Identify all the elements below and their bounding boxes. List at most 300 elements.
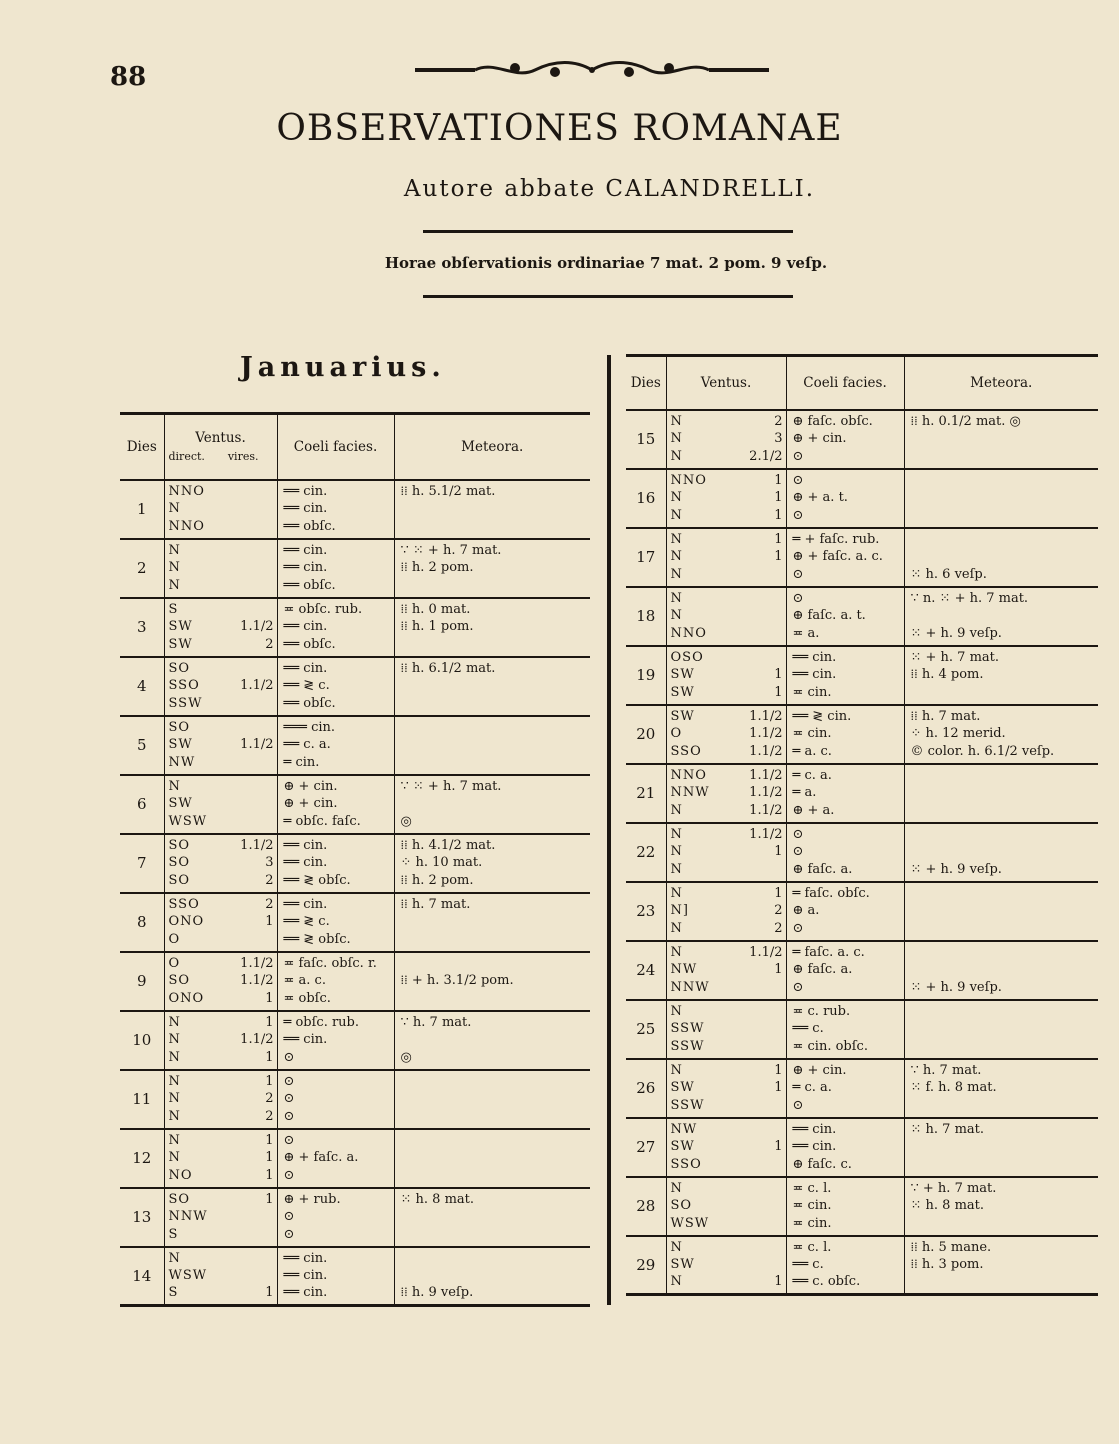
wind-direction: N xyxy=(670,1181,683,1197)
sky-line: ≖ cin. obſc. xyxy=(792,1038,868,1054)
sky-cell xyxy=(277,893,394,952)
wind-force: 1 xyxy=(265,914,274,930)
wind-force xyxy=(239,778,277,795)
wind-direction: N xyxy=(168,577,181,593)
wind-cell xyxy=(164,716,277,775)
header-vires: vires. xyxy=(227,450,259,464)
wind-line xyxy=(667,843,786,860)
sky-cell xyxy=(786,587,904,646)
meteora-line xyxy=(905,1273,1099,1290)
wind-line xyxy=(667,531,786,548)
wind-line xyxy=(667,607,786,624)
wind-force xyxy=(239,660,277,677)
sky-line: ⊙ xyxy=(792,920,804,936)
wind-force: 1 xyxy=(774,1080,783,1096)
wind-force xyxy=(741,590,786,607)
sky-line: ≖ a. c. xyxy=(283,973,326,989)
observations-table-left xyxy=(120,412,590,1307)
wind-force: 1 xyxy=(774,532,783,548)
sky-line: ═ c. a. xyxy=(792,768,832,784)
wind-force: 1.1/2 xyxy=(240,737,274,753)
wind-line xyxy=(667,1197,786,1214)
wind-line xyxy=(667,1038,786,1055)
sky-line: ⊕ + cin. xyxy=(283,796,338,812)
day-number: 16 xyxy=(636,489,656,507)
meteora-line xyxy=(905,507,1099,524)
sky-cell xyxy=(277,716,394,775)
wind-force: 1.1/2 xyxy=(240,678,274,694)
wind-line xyxy=(667,666,786,683)
wind-line xyxy=(667,979,786,996)
wind-cell xyxy=(164,1129,277,1188)
day-row xyxy=(120,1129,590,1188)
meteora-line: ⁙ + h. 9 veſp. xyxy=(910,861,1002,877)
wind-line xyxy=(667,413,786,430)
sky-line: ≖ obſc. xyxy=(283,990,331,1006)
wind-force xyxy=(741,1038,786,1055)
meteora-line: ⁞⁞ h. 4 pom. xyxy=(910,667,984,683)
wind-force: 1 xyxy=(265,1049,274,1065)
wind-force: 2 xyxy=(265,1108,274,1124)
wind-line xyxy=(667,472,786,489)
wind-force: 2 xyxy=(774,920,783,936)
meteora-line xyxy=(905,1138,1099,1155)
wind-direction: N xyxy=(670,591,683,607)
sky-line: ══ cin. xyxy=(283,1285,328,1301)
wind-line xyxy=(165,896,277,913)
wind-line xyxy=(165,1049,277,1066)
sky-line: ≖ c. l. xyxy=(792,1181,832,1197)
wind-cell xyxy=(666,587,786,646)
wind-line xyxy=(165,483,277,500)
sky-line: ══ cin. xyxy=(283,1250,328,1266)
sky-line: ⊕ + faſc. a. xyxy=(283,1150,359,1166)
wind-line xyxy=(165,1250,277,1267)
sky-line: ⊙ xyxy=(283,1108,295,1124)
wind-cell xyxy=(666,823,786,882)
wind-direction: NW xyxy=(168,754,196,770)
wind-force: 1 xyxy=(774,473,783,489)
meteora-cell xyxy=(904,1118,1098,1177)
page-title: OBSERVATIONES ROMANAE xyxy=(276,108,843,149)
meteora-line xyxy=(395,1090,591,1107)
wind-line xyxy=(667,725,786,742)
sky-line: ══ c. a. xyxy=(283,737,331,753)
wind-force: 1.1/2 xyxy=(240,619,274,635)
wind-line xyxy=(667,1215,786,1232)
sky-line: ⊙ xyxy=(792,827,804,843)
sky-line: ═ c. a. xyxy=(792,1080,832,1096)
day-number: 19 xyxy=(636,666,656,684)
wind-force: 1 xyxy=(265,1192,274,1208)
sky-line: ══ obſc. xyxy=(283,636,336,652)
wind-cell xyxy=(164,539,277,598)
day-number: 5 xyxy=(136,736,147,754)
sky-line: ══ cin. xyxy=(283,560,328,576)
sky-line: ══ c. xyxy=(792,1021,824,1037)
wind-direction: SW xyxy=(670,684,695,700)
meteora-line xyxy=(395,518,591,535)
meteora-line: ∵ ⁙ + h. 7 mat. xyxy=(400,779,502,795)
wind-force xyxy=(239,483,277,500)
wind-direction: SW xyxy=(168,737,193,753)
wind-line xyxy=(165,931,277,948)
wind-direction: N xyxy=(670,945,683,961)
day-number: 12 xyxy=(132,1149,152,1167)
day-row xyxy=(626,1118,1098,1177)
wind-force xyxy=(741,1256,786,1273)
wind-line xyxy=(165,1014,277,1031)
day-row xyxy=(120,1188,590,1247)
meteora-line: ∵ ⁙ + h. 7 mat. xyxy=(400,543,502,559)
wind-line xyxy=(165,677,277,694)
day-number: 25 xyxy=(636,1020,656,1038)
sky-line: ══ cin. xyxy=(283,1268,328,1284)
meteora-line xyxy=(905,902,1099,919)
sky-line: ══ cin. xyxy=(283,855,328,871)
header-dies: Dies xyxy=(126,438,157,455)
wind-line xyxy=(667,743,786,760)
sky-line: ⊙ xyxy=(792,1097,804,1113)
wind-line xyxy=(165,1108,277,1125)
day-row xyxy=(120,657,590,716)
wind-direction: SSW xyxy=(670,1097,705,1113)
sky-line: ⊕ faſc. obſc. xyxy=(792,414,873,430)
wind-direction: N xyxy=(168,543,181,559)
wind-line xyxy=(667,1239,786,1256)
wind-force: 1 xyxy=(265,1285,274,1301)
wind-line xyxy=(667,1138,786,1155)
meteora-cell xyxy=(904,1059,1098,1118)
wind-direction: SW xyxy=(670,1080,695,1096)
wind-line xyxy=(667,767,786,784)
day-row xyxy=(626,469,1098,528)
sky-line: ══ cin. xyxy=(283,543,328,559)
meteora-line xyxy=(905,430,1099,447)
wind-force xyxy=(741,1215,786,1232)
wind-cell xyxy=(666,410,786,469)
wind-direction: SO xyxy=(670,1198,693,1214)
sky-line: ══ c. obſc. xyxy=(792,1274,861,1290)
wind-line xyxy=(667,944,786,961)
wind-force xyxy=(741,566,786,583)
wind-direction: SW xyxy=(168,636,193,652)
wind-line xyxy=(667,784,786,801)
day-number: 9 xyxy=(136,972,147,990)
header-meteora: Meteora. xyxy=(970,374,1033,391)
meteora-line xyxy=(395,736,591,753)
table-body-left xyxy=(120,480,590,1306)
title-rule-top xyxy=(423,230,793,233)
wind-direction: ONO xyxy=(168,914,205,930)
wind-direction: N xyxy=(670,608,683,624)
header-ventus xyxy=(164,414,277,480)
wind-line xyxy=(165,518,277,535)
wind-force: 3 xyxy=(265,855,274,871)
wind-line xyxy=(165,1226,277,1243)
day-number: 6 xyxy=(136,795,147,813)
wind-line xyxy=(667,448,786,465)
wind-line xyxy=(165,1167,277,1184)
sky-line: ≖ faſc. obſc. r. xyxy=(283,956,377,972)
sky-cell xyxy=(277,775,394,834)
wind-force xyxy=(741,1180,786,1197)
wind-force: 1 xyxy=(774,1139,783,1155)
sky-line: ══ ≷ obſc. xyxy=(283,872,351,888)
month-heading: Januarius. xyxy=(240,352,446,383)
sky-line: ≖ c. l. xyxy=(792,1239,832,1255)
day-row xyxy=(120,539,590,598)
wind-line xyxy=(165,837,277,854)
wind-line xyxy=(165,736,277,753)
meteora-line: ⁞⁞ h. 9 veſp. xyxy=(400,1285,474,1301)
wind-direction: N xyxy=(168,1091,181,1107)
wind-cell xyxy=(666,1000,786,1059)
meteora-line: ⁙ h. 7 mat. xyxy=(910,1122,984,1138)
wind-force: 1 xyxy=(265,1074,274,1090)
day-row xyxy=(626,646,1098,705)
wind-cell xyxy=(164,893,277,952)
wind-force: 2 xyxy=(265,872,274,888)
sky-line: ══ obſc. xyxy=(283,518,336,534)
wind-line xyxy=(667,590,786,607)
sky-cell xyxy=(786,941,904,1000)
wind-cell xyxy=(666,646,786,705)
meteora-line xyxy=(905,1003,1099,1020)
wind-force: 1.1/2 xyxy=(749,802,783,818)
meteora-line xyxy=(905,944,1099,961)
wind-cell xyxy=(164,1247,277,1306)
meteora-line xyxy=(905,489,1099,506)
wind-direction: SW xyxy=(670,1139,695,1155)
sky-line: ⊕ + faſc. a. c. xyxy=(792,549,883,565)
wind-direction: NNW xyxy=(670,979,710,995)
day-row xyxy=(626,941,1098,1000)
meteora-cell xyxy=(394,893,590,952)
meteora-line xyxy=(395,1132,591,1149)
sky-line: ⊕ + cin. xyxy=(792,431,847,447)
wind-direction: WSW xyxy=(670,1215,710,1231)
wind-direction: NNO xyxy=(168,518,205,534)
wind-direction: N xyxy=(168,501,181,517)
wind-force xyxy=(741,607,786,624)
meteora-line xyxy=(905,885,1099,902)
wind-force xyxy=(741,1003,786,1020)
wind-direction: SW xyxy=(168,619,193,635)
day-row xyxy=(626,705,1098,764)
wind-line xyxy=(667,961,786,978)
meteora-line: ⁞⁞ h. 6.1/2 mat. xyxy=(400,661,496,677)
sky-line: ══ ≷ cin. xyxy=(792,709,852,725)
meteora-line xyxy=(395,1167,591,1184)
meteora-cell xyxy=(394,657,590,716)
wind-line xyxy=(165,719,277,736)
wind-direction: SW xyxy=(670,1257,695,1273)
wind-direction: N xyxy=(168,1015,181,1031)
wind-force: 1 xyxy=(265,1150,274,1166)
meteora-line xyxy=(905,472,1099,489)
sky-line: ══ cin. xyxy=(283,501,328,517)
meteora-line: ⁞⁞ h. 4.1/2 mat. xyxy=(400,838,496,854)
wind-direction: N xyxy=(670,566,683,582)
wind-direction: N xyxy=(670,490,683,506)
wind-direction: N xyxy=(168,1150,181,1166)
wind-line xyxy=(667,566,786,583)
sky-line: ══ cin. xyxy=(283,1032,328,1048)
sky-cell xyxy=(786,1236,904,1295)
wind-force: 1.1/2 xyxy=(240,956,274,972)
wind-direction: SW xyxy=(670,667,695,683)
sky-line: ══ obſc. xyxy=(283,577,336,593)
wind-force xyxy=(239,1226,277,1243)
day-row xyxy=(120,598,590,657)
meteora-line: ⁞⁞ h. 0 mat. xyxy=(400,602,471,618)
meteora-line xyxy=(395,677,591,694)
meteora-cell xyxy=(904,705,1098,764)
wind-force: 1 xyxy=(774,1063,783,1079)
wind-direction: SSW xyxy=(168,695,203,711)
wind-line xyxy=(165,972,277,989)
meteora-cell xyxy=(904,1236,1098,1295)
wind-force xyxy=(239,559,277,576)
wind-direction: NNW xyxy=(670,785,710,801)
sky-line: ⊕ + a. xyxy=(792,802,835,818)
meteora-line: ⁞⁞ h. 2 pom. xyxy=(400,560,474,576)
meteora-line xyxy=(905,1156,1099,1173)
wind-direction: SSO xyxy=(168,678,200,694)
meteora-line xyxy=(395,1250,591,1267)
wind-force: 1 xyxy=(774,844,783,860)
meteora-cell xyxy=(394,775,590,834)
wind-force xyxy=(239,719,277,736)
meteora-cell xyxy=(904,1000,1098,1059)
wind-force xyxy=(741,1156,786,1173)
wind-direction: N xyxy=(670,414,683,430)
wind-direction: N xyxy=(670,844,683,860)
wind-direction: N xyxy=(168,1032,181,1048)
day-number: 4 xyxy=(136,677,147,695)
wind-force xyxy=(239,813,277,830)
meteora-cell xyxy=(904,764,1098,823)
sky-line: ══ c. xyxy=(792,1257,824,1273)
wind-direction: SSO xyxy=(168,897,200,913)
meteora-line xyxy=(905,548,1099,565)
meteora-line: ⁘ h. 12 merid. xyxy=(910,726,1006,742)
wind-cell xyxy=(164,1011,277,1070)
wind-direction: OSO xyxy=(670,650,704,666)
sky-line: ⊙ xyxy=(792,473,804,489)
meteora-line: ⁞⁞ h. 3 pom. xyxy=(910,1257,984,1273)
wind-force xyxy=(239,1208,277,1225)
wind-cell xyxy=(666,1236,786,1295)
sky-line: ══ cin. xyxy=(283,619,328,635)
meteora-line xyxy=(905,767,1099,784)
sky-line: ═ obſc. rub. xyxy=(283,1015,360,1031)
wind-force: 1 xyxy=(774,684,783,700)
sky-line: ═ + faſc. rub. xyxy=(792,532,880,548)
sky-line: ═ obſc. faſc. xyxy=(283,813,361,829)
wind-direction: SSW xyxy=(670,1038,705,1054)
table-header-row xyxy=(626,356,1098,410)
meteora-line: ⁞⁞ h. 5.1/2 mat. xyxy=(400,484,496,500)
wind-force xyxy=(741,1197,786,1214)
day-number: 17 xyxy=(636,548,656,566)
meteora-line xyxy=(395,500,591,517)
meteora-line xyxy=(905,1215,1099,1232)
meteora-cell xyxy=(394,1247,590,1306)
wind-line xyxy=(667,684,786,701)
wind-force: 1 xyxy=(774,667,783,683)
observation-hours-note: Horae obſervationis ordinariae 7 mat. 2 pom. 9 veſp. xyxy=(384,254,828,272)
sky-line: ═ a. xyxy=(792,785,817,801)
meteora-line xyxy=(905,607,1099,624)
sky-line: ══ cin. xyxy=(283,484,328,500)
meteora-line: ∵ h. 7 mat. xyxy=(910,1063,982,1079)
day-number: 28 xyxy=(636,1197,656,1215)
sky-line: ═══ cin. xyxy=(283,720,336,736)
meteora-cell xyxy=(394,1070,590,1129)
day-row xyxy=(626,1059,1098,1118)
meteora-line: ⁞⁞ h. 7 mat. xyxy=(400,897,471,913)
sky-line: ═ cin. xyxy=(283,754,320,770)
sky-line: ⊙ xyxy=(792,448,804,464)
wind-direction: N xyxy=(670,861,683,877)
wind-cell xyxy=(666,1118,786,1177)
wind-direction: SO xyxy=(168,838,191,854)
meteora-line xyxy=(395,955,591,972)
sky-line: ══ obſc. xyxy=(283,695,336,711)
sky-line: ══ cin. xyxy=(283,897,328,913)
meteora-line: ⁙ + h. 7 mat. xyxy=(910,650,1000,666)
wind-cell xyxy=(164,775,277,834)
sky-line: ⊕ + rub. xyxy=(283,1192,341,1208)
sky-line: ⊙ xyxy=(283,1167,295,1183)
sky-line: ⊕ faſc. a. t. xyxy=(792,608,866,624)
sky-line: ══ cin. xyxy=(283,838,328,854)
wind-force: 1 xyxy=(774,962,783,978)
wind-line xyxy=(667,548,786,565)
day-row xyxy=(626,587,1098,646)
sky-cell xyxy=(786,1059,904,1118)
sky-line: ⊙ xyxy=(283,1074,295,1090)
wind-cell xyxy=(666,469,786,528)
meteora-cell xyxy=(394,598,590,657)
wind-line xyxy=(667,861,786,878)
sky-cell xyxy=(786,1000,904,1059)
header-ventus-sub xyxy=(165,450,277,463)
meteora-line xyxy=(905,961,1099,978)
meteora-line: ⁙ + h. 9 veſp. xyxy=(910,625,1002,641)
wind-line xyxy=(667,625,786,642)
day-row xyxy=(626,1177,1098,1236)
wind-direction: SO xyxy=(168,872,191,888)
meteora-cell xyxy=(904,882,1098,941)
sky-line: ≖ obſc. rub. xyxy=(283,602,363,618)
wind-force xyxy=(239,577,277,594)
meteora-cell xyxy=(394,480,590,539)
meteora-cell xyxy=(904,410,1098,469)
wind-force: 1 xyxy=(774,1274,783,1290)
wind-direction: N xyxy=(168,560,181,576)
wind-line xyxy=(165,542,277,559)
wind-line xyxy=(667,1256,786,1273)
wind-force: 1 xyxy=(265,1167,274,1183)
day-row xyxy=(120,952,590,1011)
meteora-line xyxy=(905,684,1099,701)
day-row xyxy=(120,893,590,952)
header-ventus: Ventus. xyxy=(666,356,786,410)
sky-cell xyxy=(277,952,394,1011)
